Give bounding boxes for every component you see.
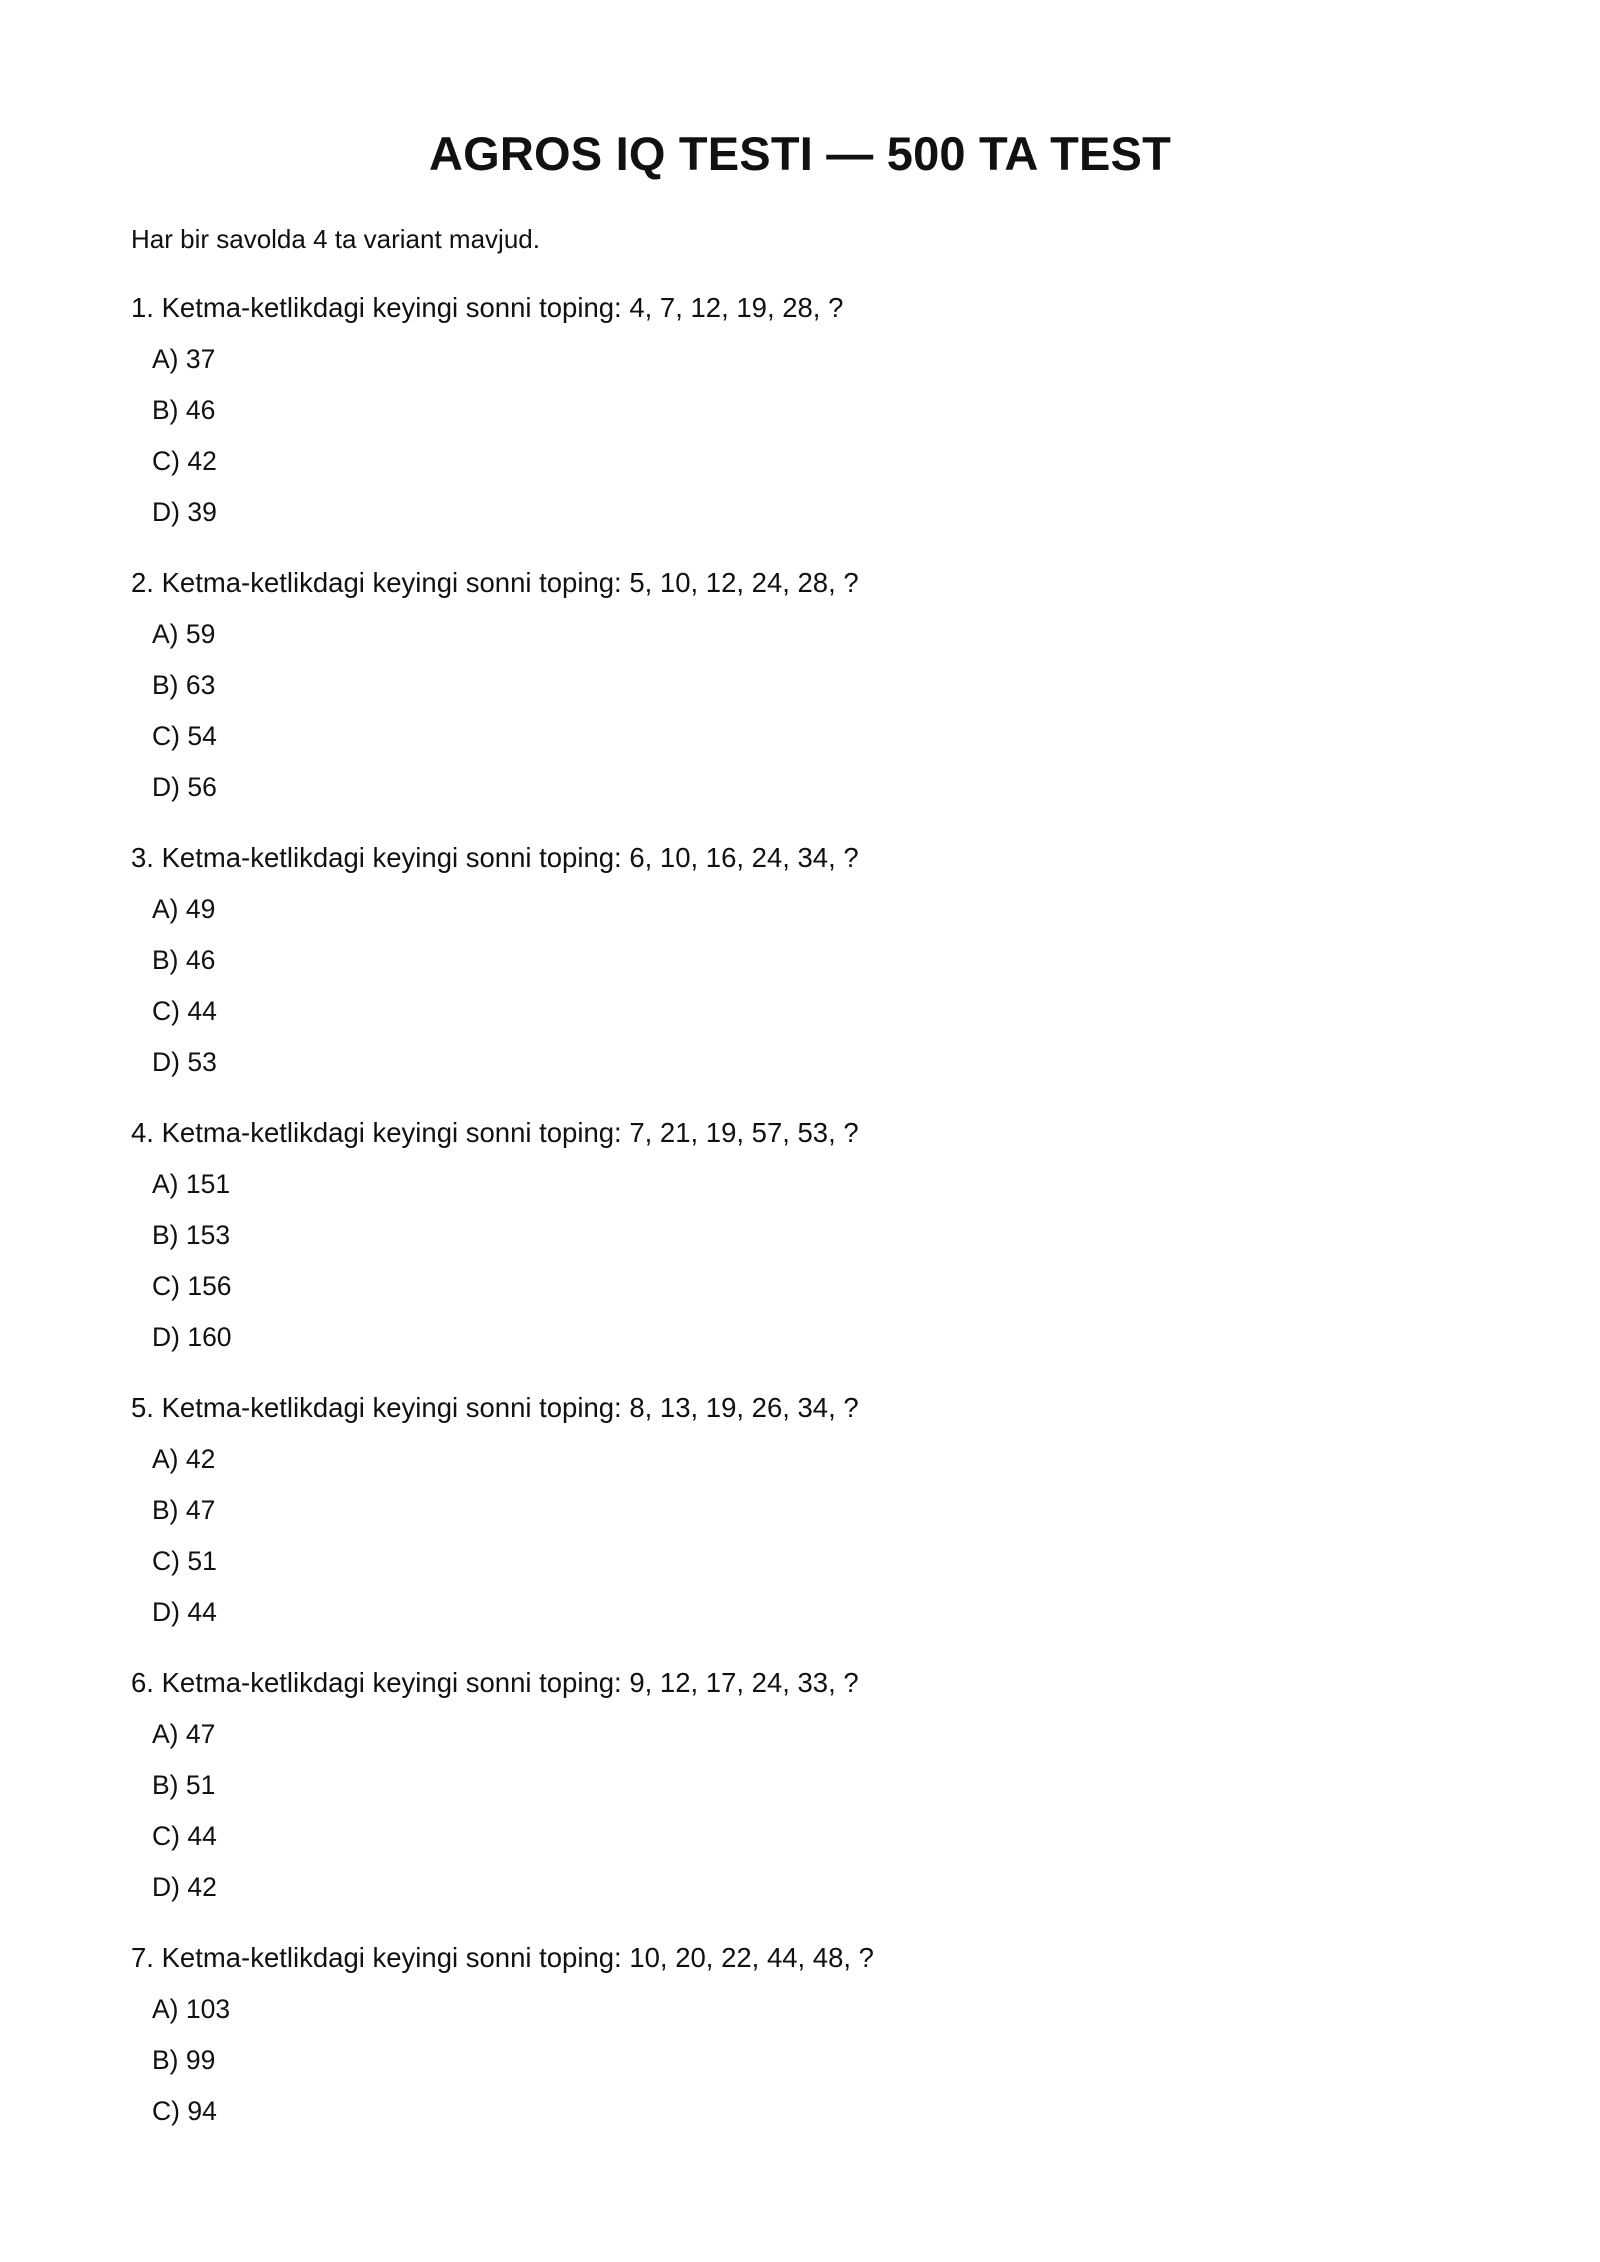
question-block [131, 1941, 1471, 2216]
question-text: 1. Ketma-ketlikdagi keyingi sonni toping: 4, 7, 12, 19, 28, ? [131, 292, 844, 323]
answer-option: C) 94 [152, 2096, 217, 2126]
answer-option: B) 51 [152, 1770, 216, 1800]
answer-option: B) 99 [152, 2045, 216, 2075]
answer-option: C) 42 [152, 446, 217, 476]
option-list [152, 344, 217, 548]
answer-option: A) 103 [152, 1994, 231, 2024]
answer-option: D) 160 [152, 1322, 232, 1352]
question-block [131, 1391, 1471, 1666]
document-title: AGROS IQ TESTI — 500 TA TEST [428, 127, 1172, 180]
answer-option: A) 59 [152, 619, 216, 649]
answer-option: B) 153 [152, 1220, 231, 1250]
answer-option: B) 63 [152, 670, 216, 700]
answer-option: A) 42 [152, 1444, 216, 1474]
answer-option: D) 53 [152, 1047, 217, 1077]
option-list [152, 1994, 230, 2147]
answer-option: D) 42 [152, 1872, 217, 1902]
answer-option: B) 46 [152, 945, 216, 975]
answer-option: D) 39 [152, 497, 217, 527]
question-text: 7. Ketma-ketlikdagi keyingi sonni toping: 10, 20, 22, 44, 48, ? [131, 1942, 874, 1973]
answer-option: D) 56 [152, 772, 217, 802]
answer-option: C) 156 [152, 1271, 232, 1301]
answer-option: A) 37 [152, 344, 216, 374]
answer-option: B) 46 [152, 395, 216, 425]
answer-option: C) 51 [152, 1546, 217, 1576]
answer-option: A) 151 [152, 1169, 231, 1199]
question-text: 3. Ketma-ketlikdagi keyingi sonni toping: 6, 10, 16, 24, 34, ? [131, 842, 859, 873]
answer-option: D) 44 [152, 1597, 217, 1627]
question-text: 6. Ketma-ketlikdagi keyingi sonni toping: 9, 12, 17, 24, 33, ? [131, 1667, 859, 1698]
question-block [131, 841, 1471, 1116]
answer-option: C) 44 [152, 996, 217, 1026]
question-list [131, 291, 1471, 2216]
option-list [152, 1444, 217, 1648]
question-text: 2. Ketma-ketlikdagi keyingi sonni toping: 5, 10, 12, 24, 28, ? [131, 567, 859, 598]
answer-option: C) 44 [152, 1821, 217, 1851]
option-list [152, 894, 217, 1098]
question-block [131, 291, 1471, 566]
question-block [131, 1116, 1471, 1391]
option-list [152, 1719, 217, 1923]
answer-option: A) 47 [152, 1719, 216, 1749]
answer-option: B) 47 [152, 1495, 216, 1525]
answer-option: A) 49 [152, 894, 216, 924]
question-text: 5. Ketma-ketlikdagi keyingi sonni toping: 8, 13, 19, 26, 34, ? [131, 1392, 859, 1423]
question-block [131, 1666, 1471, 1941]
question-text: 4. Ketma-ketlikdagi keyingi sonni toping: 7, 21, 19, 57, 53, ? [131, 1117, 859, 1148]
question-block [131, 566, 1471, 841]
option-list [152, 619, 217, 823]
answer-option: C) 54 [152, 721, 217, 751]
option-list [152, 1169, 232, 1373]
document-subtitle: Har bir savolda 4 ta variant mavjud. [131, 224, 540, 254]
